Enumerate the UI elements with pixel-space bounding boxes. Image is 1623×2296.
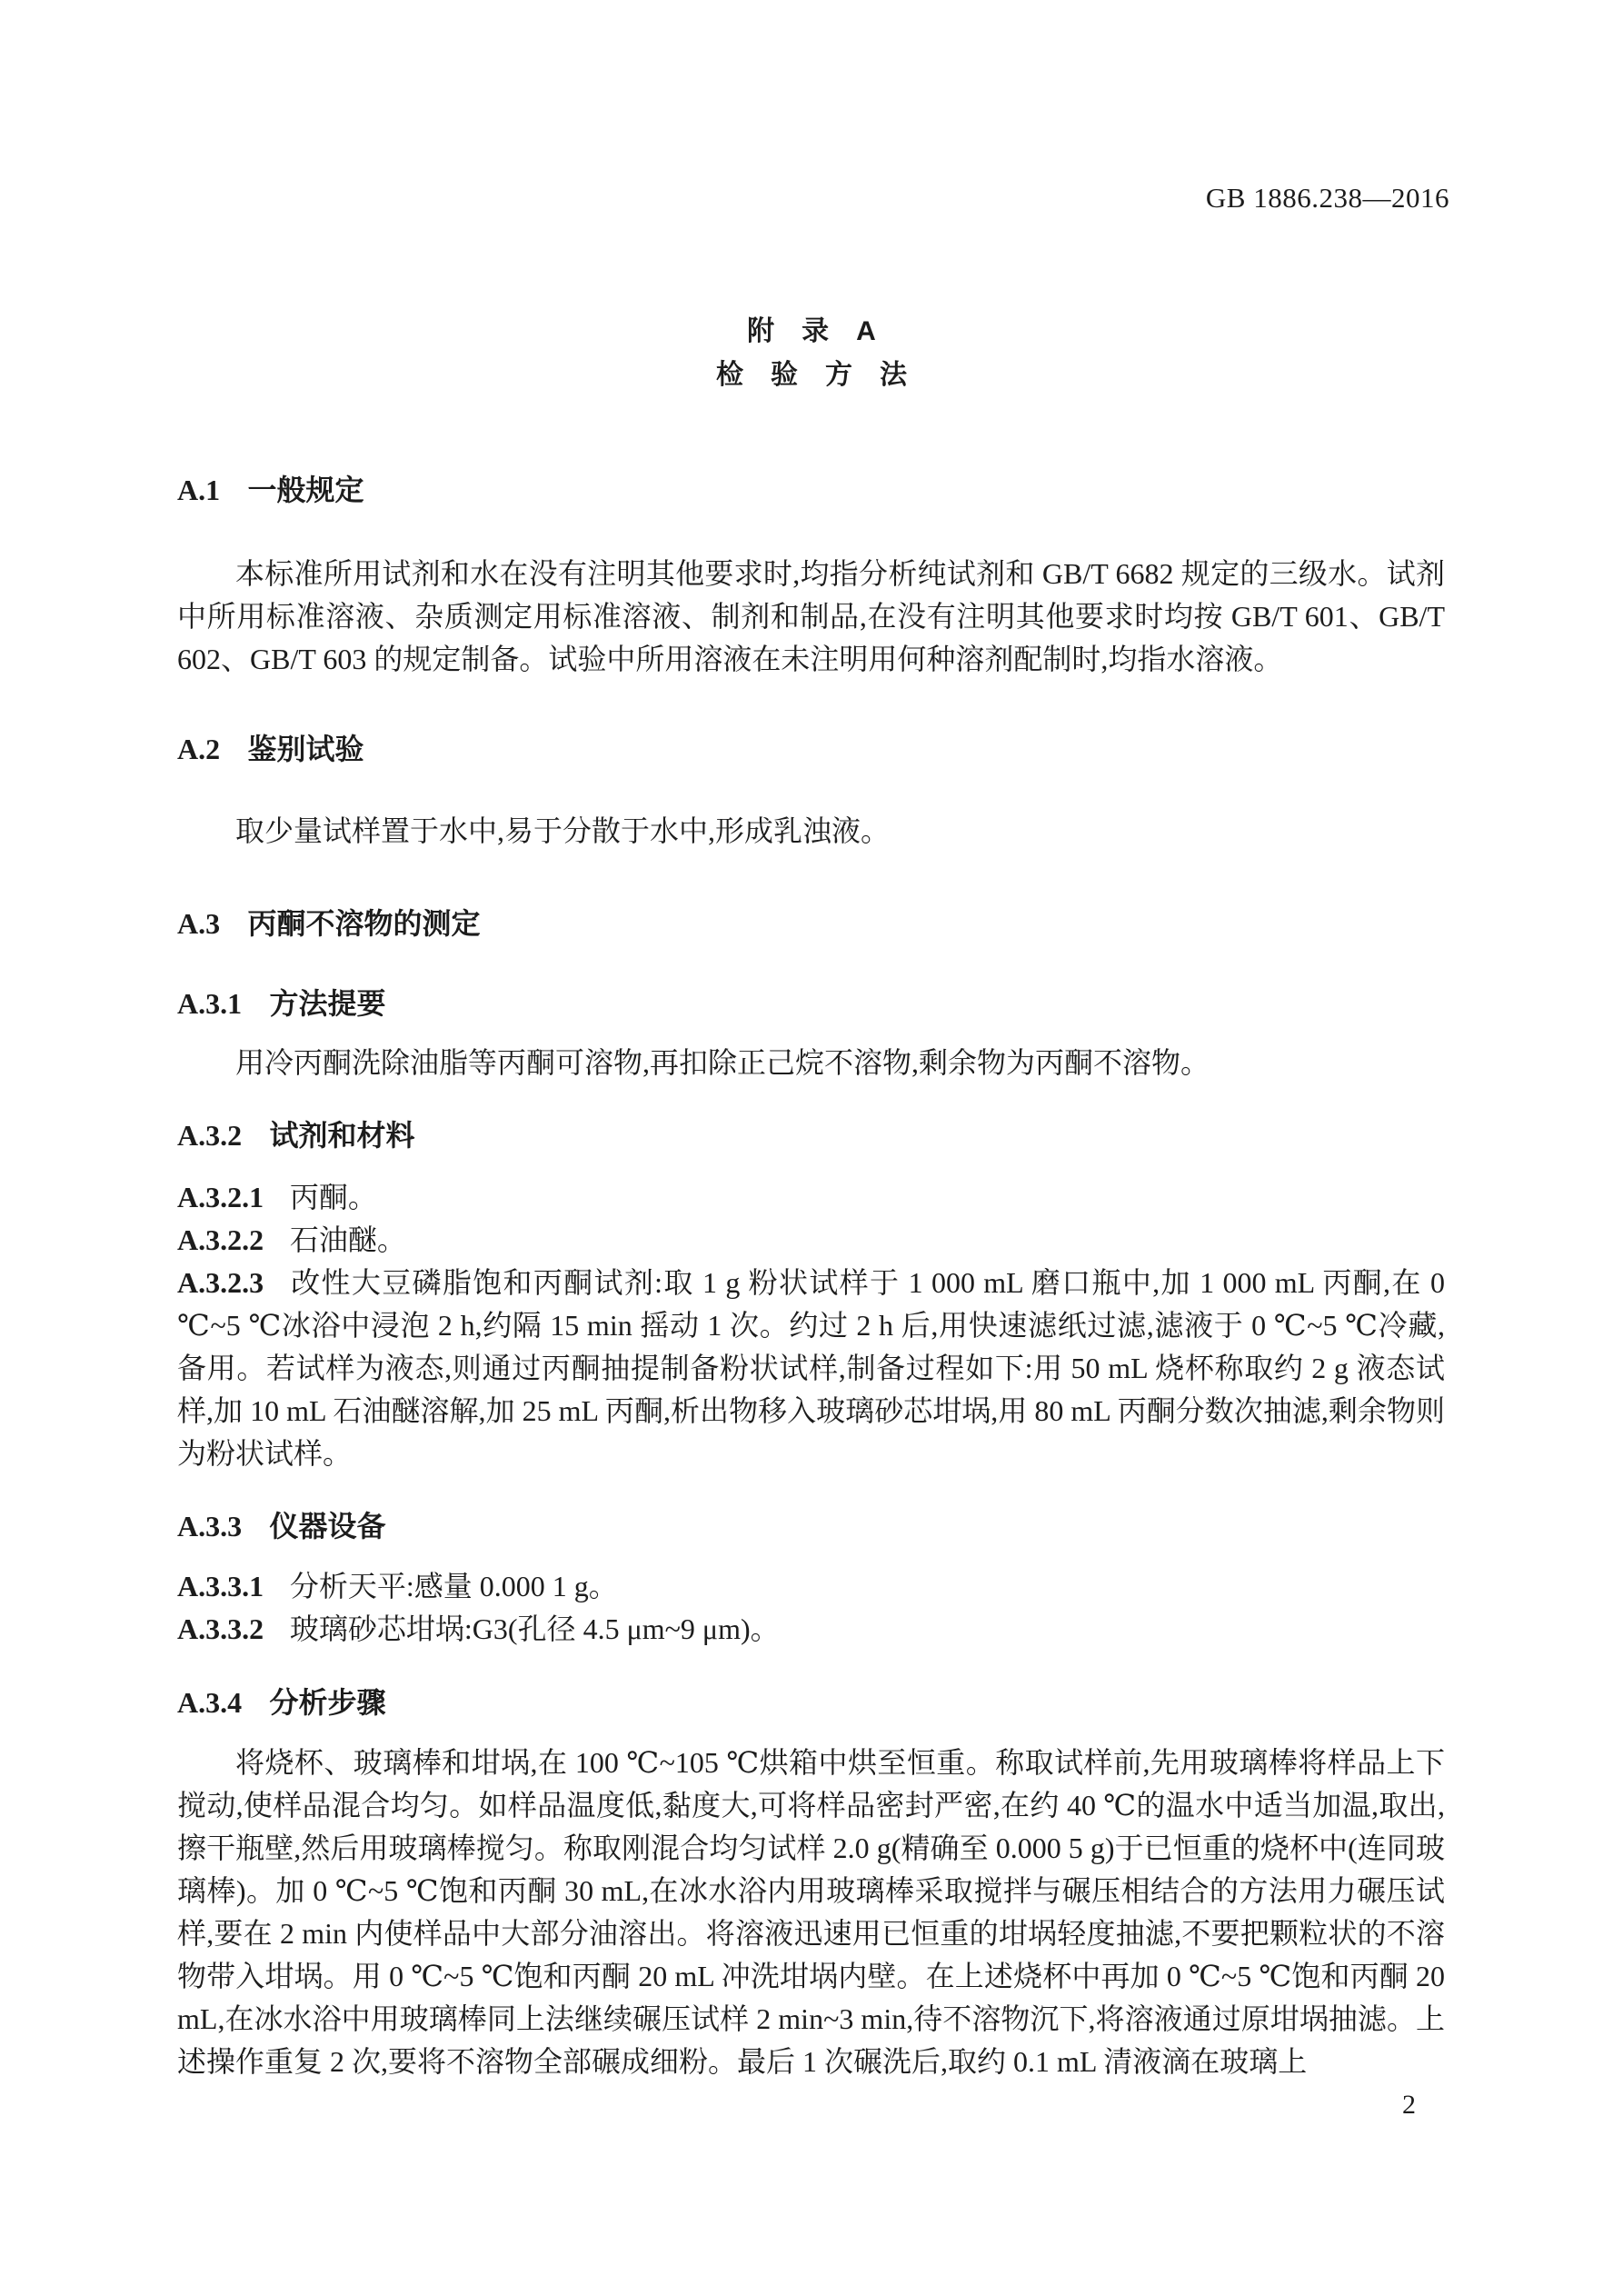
appendix-subtitle: 检 验 方 法 <box>716 360 907 390</box>
clause-a323 <box>177 1262 1445 1475</box>
clause-a322 <box>177 1219 1445 1262</box>
clause-a331 <box>177 1565 1445 1608</box>
clause-text: 改性大豆磷脂饱和丙酮试剂:取 1 g 粉状试样于 1 000 mL 磨口瓶中,加 1 000 mL 丙酮,在 0 ℃~5 ℃冰浴中浸泡 2 h,约隔 15 min 摇动 1 次。约过 2 h 后,用快速滤纸过滤,滤液于 0 ℃~5 ℃冷藏,备用。若试样为液态,则通过丙酮抽提制备粉状试样,制备过程如下:用 50 mL 烧杯称取约 2 g 液态试样,加 10 mL 石油醚溶解,加 25 mL 丙酮,析出物移入玻璃砂芯坩埚,用 80 mL 丙酮分数次抽滤,剩余物则为粉状试样。 <box>177 1266 1445 1470</box>
paragraph-a31: 用冷丙酮洗除油脂等丙酮可溶物,再扣除正己烷不溶物,剩余物为丙酮不溶物。 <box>235 1046 1210 1079</box>
section-label: 仪器设备 <box>269 1510 386 1542</box>
section-heading-a1 <box>177 469 1445 512</box>
clause-number: A.3.2.2 <box>177 1223 264 1256</box>
section-number: A.1 <box>177 474 221 506</box>
section-label: 试剂和材料 <box>269 1119 415 1152</box>
clause-a321 <box>177 1176 1445 1219</box>
clause-text: 丙酮。 <box>289 1181 377 1213</box>
section-heading-a31 <box>177 983 1445 1025</box>
section-label: 一般规定 <box>247 474 364 506</box>
clause-number: A.3.3.1 <box>177 1570 264 1602</box>
paragraph-a1: 本标准所用试剂和水在没有注明其他要求时,均指分析纯试剂和 GB/T 6682 规定的三级水。试剂中所用标准溶液、杂质测定用标准溶液、制剂和制品,在没有注明其他要求时均按 GB/T 601、GB/T 602、GB/T 603 的规定制备。试验中所用溶液在未注明用何种溶剂配制时,均指水溶液。 <box>177 557 1445 675</box>
section-label: 分析步骤 <box>269 1686 386 1719</box>
paragraph-a2: 取少量试样置于水中,易于分散于水中,形成乳浊液。 <box>235 814 891 847</box>
section-number: A.2 <box>177 733 221 765</box>
section-number: A.3 <box>177 907 221 940</box>
appendix-title: 附 录 A <box>747 316 876 346</box>
clause-a332 <box>177 1608 1445 1651</box>
section-label: 鉴别试验 <box>247 733 364 765</box>
section-heading-a33 <box>177 1505 1445 1548</box>
clause-text: 玻璃砂芯坩埚:G3(孔径 4.5 μm~9 μm)。 <box>289 1612 780 1645</box>
page-number: 2 <box>1402 2090 1416 2120</box>
clause-number: A.3.3.2 <box>177 1612 264 1645</box>
section-label: 丙酮不溶物的测定 <box>247 907 481 940</box>
section-heading-a34 <box>177 1682 1445 1724</box>
section-number: A.3.1 <box>177 987 243 1020</box>
section-label: 方法提要 <box>269 987 386 1020</box>
section-heading-a3 <box>177 903 1445 945</box>
standard-number: GB 1886.238—2016 <box>1205 182 1449 214</box>
clause-number: A.3.2.3 <box>177 1266 264 1299</box>
clause-text: 分析天平:感量 0.000 1 g。 <box>289 1570 618 1602</box>
page-content <box>177 0 1445 2296</box>
section-number: A.3.3 <box>177 1510 243 1542</box>
clause-number: A.3.2.1 <box>177 1181 264 1213</box>
paragraph-a34: 将烧杯、玻璃棒和坩埚,在 100 ℃~105 ℃烘箱中烘至恒重。称取试样前,先用玻璃棒将样品上下搅动,使样品混合均匀。如样品温度低,黏度大,可将样品密封严密,在约 40 ℃的温水中适当加温,取出,擦干瓶壁,然后用玻璃棒搅匀。称取刚混合均匀试样 2.0 g(精确至 0.000 5 g)于已恒重的烧杯中(连同玻璃棒)。加 0 ℃~5 ℃饱和丙酮 30 mL,在冰水浴内用玻璃棒采取搅拌与碾压相结合的方法用力碾压试样,要在 2 min 内使样品中大部分油溶出。将溶液迅速用已恒重的坩埚轻度抽滤,不要把颗粒状的不溶物带入坩埚。用 0 ℃~5 ℃饱和丙酮 20 mL 冲洗坩埚内壁。在上述烧杯中再加 0 ℃~5 ℃饱和丙酮 20 mL,在冰水浴中用玻璃棒同上法继续碾压试样 2 min~3 min,待不溶物沉下,将溶液通过原坩埚抽滤。上述操作重复 2 次,要将不溶物全部碾成细粉。最后 1 次碾洗后,取约 0.1 mL 清液滴在玻璃上 <box>177 1746 1445 2078</box>
section-number: A.3.2 <box>177 1119 243 1152</box>
section-heading-a32 <box>177 1114 1445 1157</box>
section-number: A.3.4 <box>177 1686 243 1719</box>
section-heading-a2 <box>177 728 1445 771</box>
clause-text: 石油醚。 <box>289 1223 406 1256</box>
